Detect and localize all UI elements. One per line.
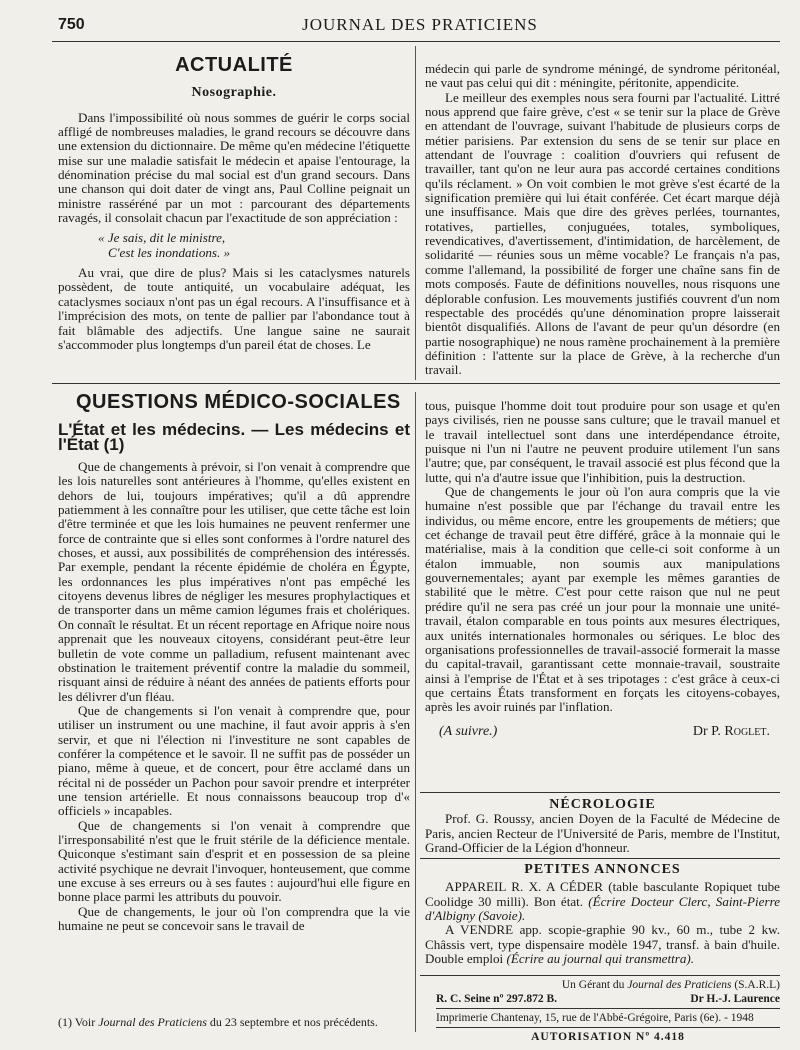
actualite-paragraph: Dans l'impossibilité où nous sommes de guérir le corps social affligé de nombreuses maladies, le grand recours se découvre dans une extension du dictionnaire. De même qu'en médecine l'étiquette mise sur une maladie satisfait le médecin et apaise l'entourage, la dénomination précise du mal social est d'un grand secours. Dans une chanson qui doit dater de vingt ans, Paul Colline peignait un ministre rasséréné par un mot : parcourant des départements ravagés, il consolait chacun par l'exactitude de son appréciation : (58, 109, 410, 226)
article-paragraph: Que de changements à prévoir, si l'on venait à comprendre que les lois naturelles sont antérieures à l'homme, qu'elles existent en dehors de lui, toujours impératives; qu'il a dû apprendre patiemment à les connaître pour les utiliser, que cette tâche est loin d'être terminée et que les lois humaines ne peuvent renfermer une force de contrainte que si elles sont conformes à l'ordre naturel des choses, et aussi, aux possibilités de compréhension des intéressés. Par exemple, pendant la récente épidémie de choléra en Égypte, les ordonnances les plus impératives n'ont pas empêché les citoyens devenus libres de négliger les mesures prophylactiques et de transporter dans un même camion légumes frais et cholériques. On connaît le résultat. Et un récent reportage en Afrique noire nous apprenait que les nouveaux citoyens, considérant peut-être leur bulletin de vote comme un palladium, refusent maintenant avec obstination le traitement préventif contre la maladie du sommeil, risquant ainsi de réduire à néant des années de patients efforts pour les délivrer d'un fléau. (58, 459, 410, 704)
necrologie-text: Prof. G. Roussy, ancien Doyen de la Faculté de Médecine de Paris, ancien Recteur de l'Université de Paris, membre de l'Institut, Grand-Officier de la Légion d'honneur. (425, 811, 780, 856)
annonces-title: PETITES ANNONCES (524, 862, 681, 877)
annonces-rule (420, 858, 780, 859)
footnote (58, 1015, 410, 1030)
annonce-item: A VENDRE app. scopie-graphie 90 kv., 60 m., tube 2 kw. Châssis vert, type dispensaire modèle 1947, transf. à bain d'huile. Double emploi (Écrire au journal qui transmettra). (425, 922, 780, 967)
actualite-paragraph: médecin qui parle de syndrome méningé, de syndrome péritonéal, ne vaut pas celui qui dit : méningite, péritonite, appendicite. (425, 61, 780, 91)
annonces-box (425, 863, 780, 966)
column-divider (415, 392, 416, 1032)
actualite-quote (98, 231, 410, 260)
questions-right-column (425, 399, 780, 739)
gerant-line: Un Gérant du Journal des Praticiens (S.A.R.L) (561, 979, 780, 991)
rc-line: R. C. Seine nº 297.872 B. Dr H.-J. Laurence (436, 993, 780, 1005)
article-title: L'État et les médecins. — Les médecins et l'État (1) (58, 420, 410, 454)
column-divider (415, 46, 416, 380)
article-paragraph: Que de changements le jour où l'on aura compris que la vie humaine n'est possible que par l'échange du travail entre les individus, ou même encore, entre les groupements de métiers; que cet échange de travail peut être différé, grâce à la monnaie qui le matérialise, mais à la condition que celle-ci soit conforme à un étalon immuable, non soumis aux manipulations gouvernementales; ayant par exemple les mêmes garanties de stabilité que le mètre. C'est pour cette raison que nul ne peut prédire qu'il ne sera pas créé un jour pour la monnaie une unité-travail, étalon comparable en tous points aux mesures électriques, aux unités internationales hormonales ou sériques. Le bloc des organisations professionnelles de travail-associé formerait la masse du capital-travail, garantissant cette monnaie-travail, soustraite ainsi à l'emprise de l'État et à ses tripotages : c'est grâce à ceux-ci que certains États transforment en forçats les citoyens-cobayes, après les avoir ruinés par l'inflation. (425, 484, 780, 715)
imprimerie-line: Imprimerie Chantenay, 15, rue de l'Abbé-Grégoire, Paris (6e). - 1948 (436, 1008, 780, 1025)
quote-line: C'est les inondations. » (108, 244, 231, 260)
actualite-paragraph: Le meilleur des exemples nous sera fourni par l'actualité. Littré nous apprend que faire grève, c'est « se tenir sur la place de Grève en attendant de l'ouvrage, suivant l'habitude de plusieurs corps de métier parisiens. Par extension du sens de se tenir sur place en attendant de l'ouvrage : coalition d'ouvriers qui refusent de travailler, tant qu'on ne leur aura pas accordé certaines conditions qu'ils réclament. » On voit combien le mot grève s'est écarté de la signification première qui lui était conférée. Cet écart marque déjà une insuffisance. Mais que dire des grèves perlées, tournantes, rotatives, partielles, conjuguées, totales, symboliques, revendicatives, d'avertissement, d'intimidation, de harcèlement, de solidarité — réunies sous un même vocable? Le français n'a pas, comme l'allemand, la possibilité de forger une chaîne sans fin de mots composés. Faute de définitions nouvelles, nous risquons une déplorable confusion. Les mouvements justifiés couvrent d'un nom respectable des procédés qu'une dénomination propre laisserait bientôt disqualifiés. Allons de l'avant de peur qu'un désordre (en partie nosographique) ne nous ramène prochainement à la première définition : l'attente sur la place de Grève, à la recherche d'un travail. (425, 89, 780, 378)
actualite-right-column (425, 62, 780, 378)
footnote-prefix: (1) Voir (58, 1015, 99, 1029)
footer-imprint (436, 978, 780, 1044)
page-number: 750 (58, 16, 85, 33)
actualite-left-column (58, 54, 410, 352)
section-rule (52, 383, 780, 384)
quote-line: « Je sais, dit le ministre, (98, 230, 226, 246)
article-paragraph: Que de changements si l'on venait à comprendre que l'irresponsabilité n'est que le fruit stérile de la déficience mentale. Quiconque s'estimant sain d'esprit et en possession de sa pleine activité psychique ne devrait l'invoquer, honteusement, que comme une excuse à ses erreurs ou à ses fautes : aujourd'hui elle figure en bonne place parmi les attributs du pouvoir. (58, 817, 410, 905)
a-suivre: (A suivre.) (439, 723, 498, 739)
questions-heading: QUESTIONS MÉDICO-SOCIALES (76, 391, 401, 413)
annonce-item: APPAREIL R. X. A CÉDER (table basculante Ropiquet tube Coolidge 30 milli). Bon état. (Écrire Docteur Clerc, Saint-Pierre d'Albigny (Savoie). (425, 879, 781, 924)
signature-line (425, 725, 780, 739)
journal-title: JOURNAL DES PRATICIENS (302, 15, 538, 34)
article-paragraph: Que de changements si l'on venait à comprendre que, pour utiliser un instrument ou une machine, il faut avoir appris à s'en servir, et que ni l'élection ni l'investiture ne sont capables de conférer la compétence et le savoir. Il ne suffit pas de posséder un piano, même à queue, et de concert, pour être acclamé dans un récital ni de posséder un Pachon pour savoir prendre et interpréter une tension artérielle. Et nous connaissons beaucoup trop d'« officiels » incapables. (58, 702, 410, 819)
actualite-heading: ACTUALITÉ (175, 54, 293, 76)
article-paragraph: Que de changements, le jour où l'on comprendra que la vie humaine ne peut se concevoir sans le travail de (58, 903, 410, 934)
actualite-paragraph: Au vrai, que dire de plus? Mais si les cataclysmes naturels possèdent, de toute antiquité, un vocabulaire adéquat, les cataclysmes sociaux n'ont pas un égal recours. A l'insuffisance et à l'imprécision des mots, on tente de pallier par l'abondance tout à fait blâmable des adjectifs. Une langue saine ne saurait s'accommoder plus longtemps d'un pareil état de choses. Le (58, 265, 410, 352)
footnote-suffix: du 23 septembre et nos précédents. (206, 1015, 378, 1029)
actualite-subheading: Nosographie. (191, 85, 277, 101)
author: Dr P. Roglet. (692, 723, 770, 739)
necrologie-title: NÉCROLOGIE (549, 797, 656, 812)
footer-rule (420, 975, 780, 976)
article-paragraph: tous, puisque l'homme doit tout produire pour son usage et qu'en pays civilisés, rien ne pousse sans culture; que le travail manuel et le travail intellectuel sont dans une interdépendance étroite, puisque ni l'un ni l'autre ne peuvent produire utilement l'un sans l'autre; que, par conséquent, le travail associé est plus fécond que la lutte, qui n'a d'autre issue que l'inhibition, puis la destruction. (425, 398, 780, 485)
necrologie-box (425, 798, 780, 855)
header-rule (52, 41, 780, 42)
autorisation-line: AUTORISATION Nº 4.418 (436, 1027, 780, 1044)
questions-left-column (58, 391, 410, 934)
necrologie-rule (420, 792, 780, 793)
annonce-contact: (Écrire Docteur Clerc, Saint-Pierre d'Albigny (Savoie). (425, 893, 781, 924)
footnote-journal: Journal des Praticiens (98, 1015, 207, 1029)
annonce-contact: (Écrire au journal qui transmettra). (506, 951, 695, 967)
